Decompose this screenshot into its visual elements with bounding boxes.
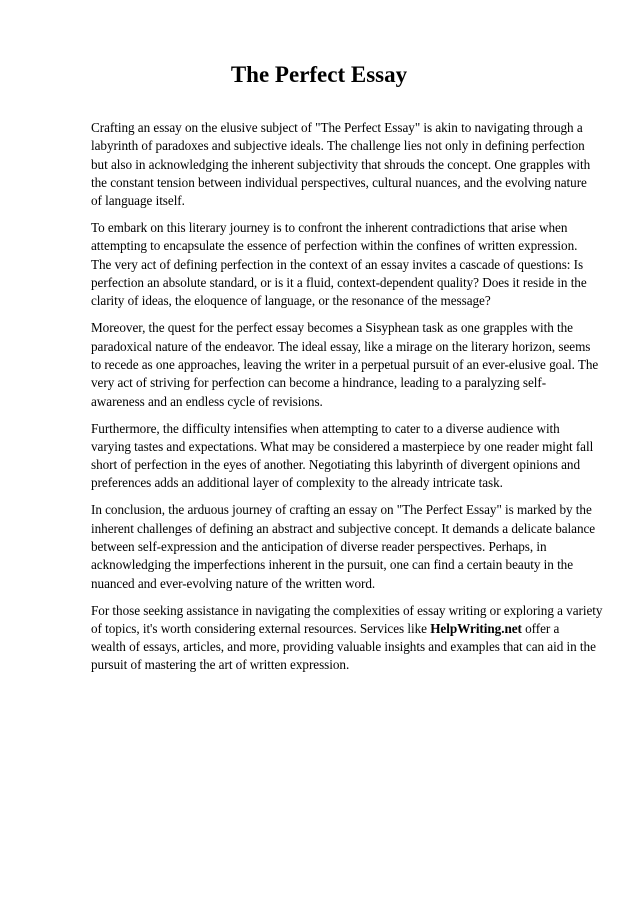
brand-name: HelpWriting.net — [430, 620, 522, 636]
text-line: Crafting an essay on the elusive subject of "The Perfect Essay" is akin to navigating through a — [91, 120, 583, 135]
text-line: very act of striving for perfection can become a hindrance, leading to a paralyzing self- — [91, 375, 547, 391]
text-line: nuanced and ever-evolving nature of the written word. — [91, 575, 376, 591]
text-line: the constant tension between individual perspectives, cultural nuances, and the evolving nature — [91, 174, 587, 190]
text-line: but also in acknowledging the inherent subjectivity that shrouds the concept. One grapples with — [91, 156, 591, 172]
text-line: Moreover, the quest for the perfect essay becomes a Sisyphean task as one grapples with the — [91, 320, 573, 336]
document-body — [91, 119, 601, 683]
text-segment: of topics, it's worth considering external resources. Services like — [91, 620, 431, 636]
paragraph-3 — [91, 319, 601, 410]
paragraph-1 — [91, 119, 601, 210]
text-line: awareness and an endless cycle of revisions. — [91, 393, 323, 409]
text-line: Furthermore, the difficulty intensifies when attempting to cater to a diverse audience with — [91, 420, 560, 436]
text-line: clarity of ideas, the eloquence of language, or the resonance of the message? — [91, 293, 491, 309]
text-line: perfection an absolute standard, or is it a fluid, context-dependent quality? Does it reside in the — [91, 275, 587, 291]
text-line: labyrinth of paradoxes and subjective ideals. The challenge lies not only in defining perfection — [91, 138, 585, 154]
text-line: short of perfection in the eyes of another. Negotiating this labyrinth of divergent opinions and — [91, 457, 581, 473]
text-line: wealth of essays, articles, and more, providing valuable insights and examples that can aid in the — [91, 639, 596, 655]
text-line: to recede as one approaches, leaving the writer in a perpetual pursuit of an ever-elusive goal. The — [91, 356, 599, 372]
text-line: To embark on this literary journey is to confront the inherent contradictions that arise when — [91, 220, 568, 236]
paragraph-6 — [91, 602, 601, 675]
text-line: inherent challenges of defining an abstract and subjective concept. It demands a delicate balance — [91, 520, 596, 536]
paragraph-5 — [91, 501, 601, 592]
text-line: For those seeking assistance in navigating the complexities of essay writing or exploring a variety — [91, 602, 603, 618]
paragraph-2 — [91, 219, 601, 310]
paragraph-4 — [91, 420, 601, 493]
text-line: acknowledging the imperfections inherent in the pursuit, one can find a certain beauty in the — [91, 557, 574, 573]
text-line: The very act of defining perfection in the context of an essay invites a cascade of questions: Is — [91, 256, 584, 272]
text-line: varying tastes and expectations. What may be considered a masterpiece by one reader might fall — [91, 438, 594, 454]
text-line: attempting to encapsulate the essence of perfection within the confines of written expression. — [91, 238, 578, 254]
document-title: The Perfect Essay — [230, 62, 408, 87]
text-segment: offer a — [521, 620, 560, 636]
text-line: of language itself. — [91, 193, 185, 209]
text-line: pursuit of mastering the art of written expression. — [91, 657, 350, 673]
text-line: In conclusion, the arduous journey of crafting an essay on "The Perfect Essay" is marked by the — [91, 502, 592, 518]
text-line: preferences adds an additional layer of complexity to the already intricate task. — [91, 475, 503, 491]
text-line: paradoxical nature of the endeavor. The ideal essay, like a mirage on the literary horizon, seems — [91, 338, 591, 354]
text-line: between self-expression and the anticipation of diverse reader perspectives. Perhaps, in — [91, 538, 547, 554]
text-line — [91, 620, 601, 638]
